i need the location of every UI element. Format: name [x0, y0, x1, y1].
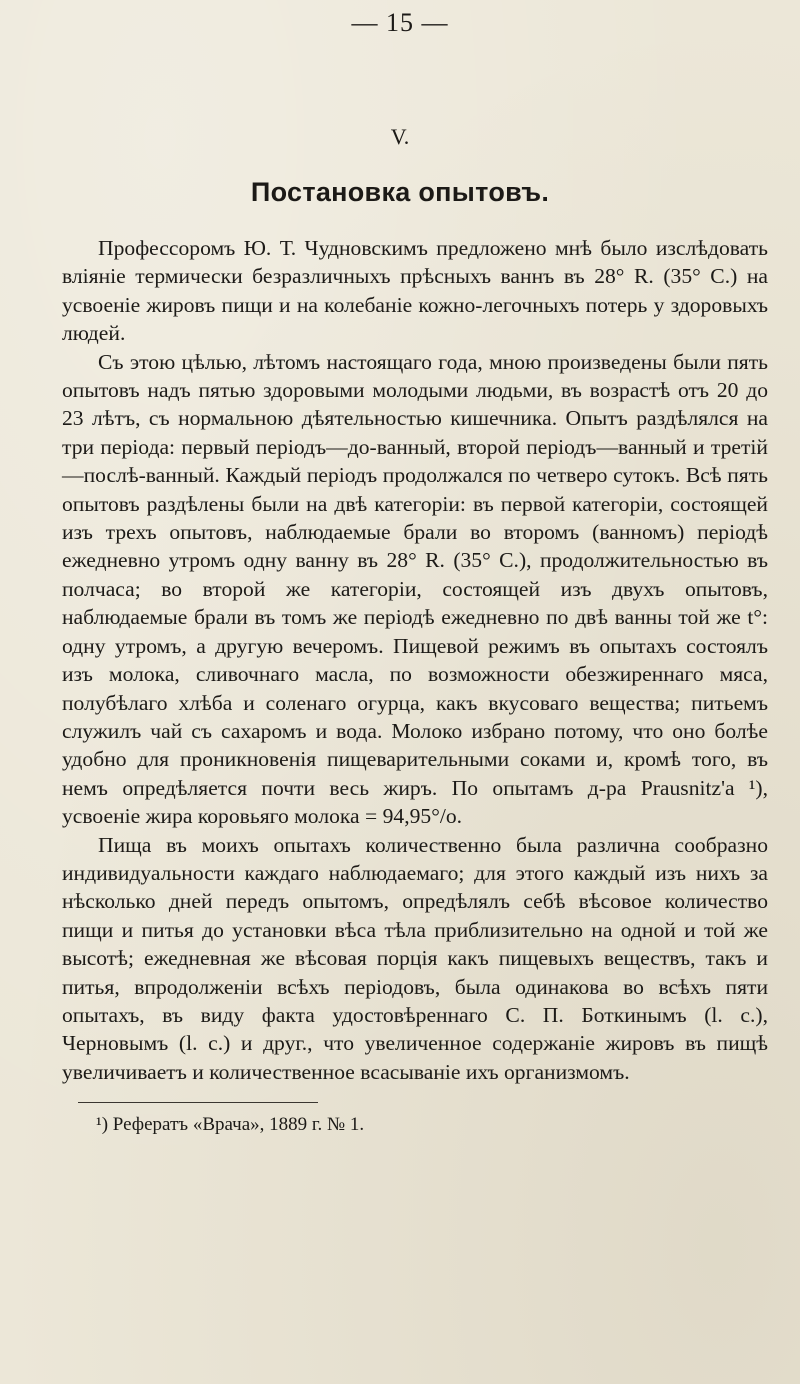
- page-number: — 15 —: [351, 8, 449, 37]
- footnote: ¹) Рефератъ «Врача», 1889 г. № 1.: [96, 1114, 365, 1135]
- paragraph-3: Пища въ моихъ опытахъ количественно была различна сообразно индивидуальности каждаго наблюдаемаго; для этого каждый изъ нихъ за нѣсколько дней передъ опытомъ, опредѣлялъ себѣ вѣсовое количество пищи и питья до установки вѣса тѣла приблизительно на одной и той же высотѣ; ежедневная же вѣсовая порція какъ пищевыхъ веществъ, такъ и питья, впродолженіи всѣхъ періодовъ, была одинакова во всѣхъ пяти опытахъ, въ виду факта удостовѣреннаго С. П. Боткинымъ (l. с.), Черновымъ (l. с.) и друг., что увеличенное содержаніе жировъ въ пищѣ увеличиваетъ и количественное всасываніе ихъ организмомъ.: [62, 832, 768, 1084]
- body-text: [62, 234, 768, 1086]
- paragraph-1: Профессоромъ Ю. Т. Чудновскимъ предложено мнѣ было изслѣдовать вліяніе термически безразличныхъ прѣсныхъ ваннъ въ 28° R. (35° С.) на усвоеніе жировъ пищи и на колебаніе кожно-легочныхъ потерь у здоровыхъ людей.: [62, 236, 768, 346]
- section-number: V.: [390, 124, 410, 149]
- section-title: Постановка опытовъ.: [250, 177, 550, 207]
- footnote-divider: [78, 1102, 318, 1103]
- paragraph-2: Съ этою цѣлью, лѣтомъ настоящаго года, мною произведены были пять опытовъ надъ пятью здоровыми молодыми людьми, въ возрастѣ отъ 20 до 23 лѣтъ, съ нормальною дѣятельностью кишечника. Опытъ раздѣлялся на три періода: первый періодъ—до-ванный, второй періодъ—ванный и третій—послѣ-ванный. Каждый періодъ продолжался по четверо сутокъ. Всѣ пять опытовъ раздѣлены были на двѣ категоріи: въ первой категоріи, состоящей изъ трехъ опытовъ, наблюдаемые брали во второмъ (ванномъ) періодѣ ежедневно утромъ одну ванну въ 28° R. (35° С.), продолжительностью въ полчаса; во второй же категоріи, состоящей изъ двухъ опытовъ, наблюдаемые брали въ томъ же періодѣ ежедневно по двѣ ванны той же t°: одну утромъ, а другую вечеромъ. Пищевой режимъ въ опытахъ состоялъ изъ молока, сливочнаго масла, по возможности обезжиреннаго мяса, полубѣлаго хлѣба и соленаго огурца, какъ вкусоваго вещества; питьемъ служилъ чай съ сахаромъ и вода. Молоко избрано потому, что оно болѣе удобно для проникновенія пищеварительными соками и, кромѣ того, въ немъ опредѣляется почти весь жиръ. По опытамъ д-ра Prausnitz'а ¹), усвоеніе жира коровьяго молока = 94,95°/о.: [62, 349, 768, 829]
